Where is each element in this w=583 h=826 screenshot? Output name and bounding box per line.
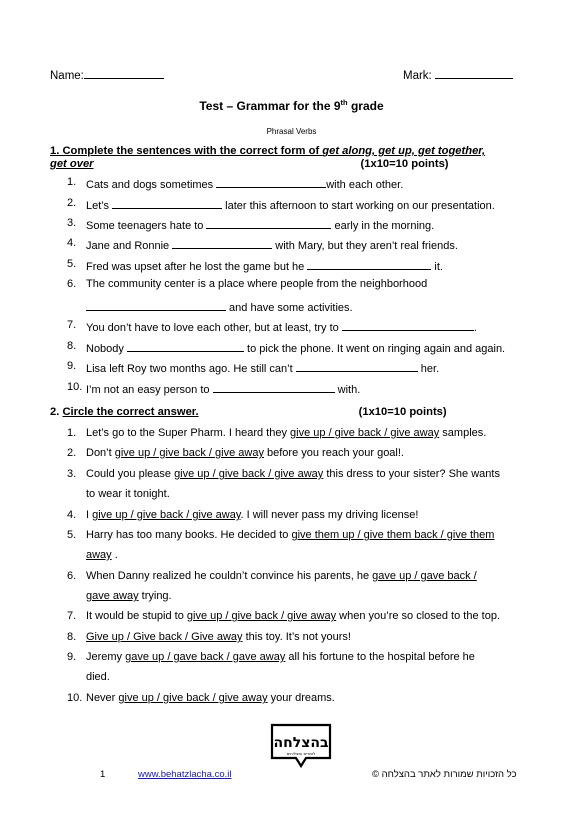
answer-blank[interactable] [206,217,331,229]
question-number: 7. [67,610,77,622]
question-text: Cats and dogs sometimes with each other. [86,176,403,191]
question-text: died. [86,671,110,683]
section2-instruction: 2. Circle the correct answer. (1x10=10 points) [50,406,447,418]
question-text: Some teenagers hate to early in the morning. [86,217,434,232]
name-field: Name: [50,67,164,82]
answer-blank[interactable] [213,381,335,393]
answer-options[interactable]: gave up / gave back / gave away [125,651,286,663]
question-text: Don’t give up / give back / give away before you reach your goal!. [86,447,404,459]
question-number: 9. [67,360,77,372]
answer-blank[interactable] [307,258,431,270]
question-number: 8. [67,340,77,352]
question-text: Nobody to pick the phone. It went on ringing again and again. [86,340,505,355]
question-text: Could you please give up / give back / give away this dress to your sister? She wants [86,468,500,480]
mark-blank[interactable] [435,67,513,79]
mark-field: Mark: [403,67,513,82]
question-number: 1. [67,427,77,439]
answer-options[interactable]: give up / give back / give away [118,692,268,704]
question-text: The community center is a place where people from the neighborhood [86,278,428,290]
answer-blank[interactable] [86,299,226,311]
site-link[interactable]: www.behatzlacha.co.il [138,769,232,780]
answer-options[interactable]: away [86,549,112,561]
question-number: 2. [67,447,77,459]
question-text: When Danny realized he couldn’t convince his parents, he gave up / gave back / [86,570,477,582]
question-number: 4. [67,509,77,521]
answer-options[interactable]: Give up / Give back / Give away [86,631,243,643]
answer-options[interactable]: give up / give back / give away [114,447,264,459]
question-number: 10. [67,692,83,704]
question-text: Let’s later this afternoon to start working on our presentation. [86,197,495,212]
question-text: Jane and Ronnie with Mary, but they aren’t real friends. [86,237,458,252]
question-number: 2. [67,197,77,209]
svg-text:בהצלחה: בהצלחה [273,735,329,751]
question-number: 10. [67,381,83,393]
answer-options[interactable]: give up / give back / give away [290,427,440,439]
question-text: I give up / give back / give away. I will never pass my driving license! [86,509,419,521]
answer-options[interactable]: gave up / gave back / [372,570,477,582]
answer-blank[interactable] [342,319,474,331]
question-number: 6. [67,278,77,290]
question-text: You don’t have to love each other, but at least, try to . [86,319,477,334]
question-text: Let’s go to the Super Pharm. I heard they give up / give back / give away samples. [86,427,487,439]
page-subtitle: Phrasal Verbs [266,127,317,136]
answer-options[interactable]: gave away [86,590,139,602]
question-number: 3. [67,468,77,480]
question-text: I’m not an easy person to with. [86,381,360,396]
answer-blank[interactable] [112,197,222,209]
question-text: It would be stupid to give up / give back / give away when you’re so closed to the top. [86,610,500,622]
answer-options[interactable]: give them up / give them back / give them [291,529,495,541]
answer-options[interactable]: give up / give back / give away [186,610,337,622]
question-text: Jeremy gave up / gave back / gave away all his fortune to the hospital before he [86,651,475,663]
question-text: gave away trying. [86,590,172,602]
question-number: 1. [67,176,77,188]
page-number: 1 [100,769,106,780]
behatzlacha-logo [268,722,334,772]
question-text: and have some activities. [86,299,353,314]
question-number: 6. [67,570,77,582]
question-text: away . [86,549,118,561]
question-number: 8. [67,631,77,643]
section1-instruction: 1. Complete the sentences with the correct form of get along, get up, get together, get over (1x10=10 points) [50,145,486,170]
question-text: Fred was upset after he lost the game but he it. [86,258,443,273]
answer-blank[interactable] [127,340,244,352]
question-number: 3. [67,217,77,229]
question-text: Harry has too many books. He decided to give them up / give them back / give them [86,529,495,541]
answer-blank[interactable] [216,176,326,188]
question-number: 4. [67,237,77,249]
question-text: to wear it tonight. [86,488,170,500]
question-number: 7. [67,319,77,331]
answer-blank[interactable] [296,360,418,372]
question-number: 9. [67,651,77,663]
question-text: Lisa left Roy two months ago. He still can’t her. [86,360,439,375]
question-number: 5. [67,258,77,270]
question-text: Never give up / give back / give away your dreams. [86,692,335,704]
copyright-text: כל הזכויות שמורות לאתר בהצלחה © [372,769,517,780]
question-number: 5. [67,529,77,541]
answer-blank[interactable] [172,237,272,249]
question-text: Give up / Give back / Give away this toy. It’s not yours! [86,631,351,643]
name-blank[interactable] [84,67,164,79]
svg-text:לומדים ומצליחים: לומדים ומצליחים [286,751,316,756]
answer-options[interactable]: give up / give back / give away [174,468,324,480]
answer-options[interactable]: give up / give back / give away [92,509,241,521]
page-title: Test – Grammar for the 9th grade [199,98,384,113]
